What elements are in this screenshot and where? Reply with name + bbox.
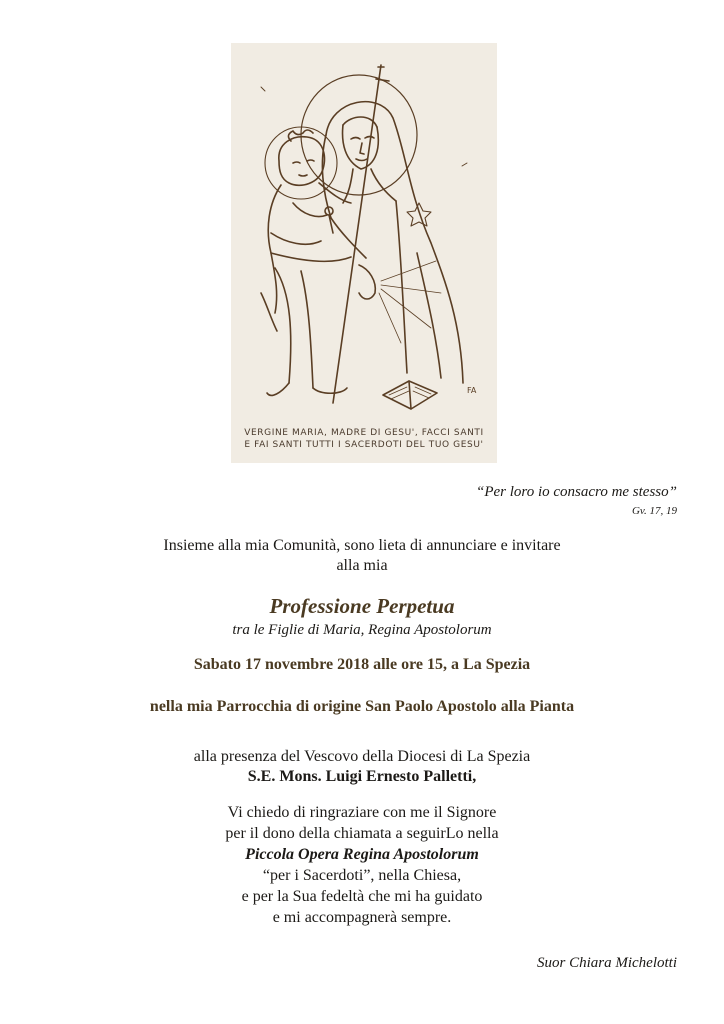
bishop-name: S.E. Mons. Luigi Ernesto Palletti, <box>247 768 477 785</box>
illustration-monogram: FA <box>467 386 477 395</box>
event-place: nella mia Parrocchia di origine San Paolo Apostolo alla Pianta <box>149 698 575 715</box>
event-title: Professione Perpetua <box>269 594 455 618</box>
body-line-4: “per i Sacerdoti”, nella Chiesa, <box>262 867 462 884</box>
intro-line-1: Insieme alla mia Comunità, sono lieta di annunciare e invitare <box>163 537 561 554</box>
illustration-caption-line1: VERGINE MARIA, MADRE DI GESU', FACCI SANTI <box>244 428 484 438</box>
presence-line-1: alla presenza del Vescovo della Diocesi di La Spezia <box>193 748 531 765</box>
body-line-1: Vi chiedo di ringraziare con me il Signore <box>227 804 497 821</box>
body-line-5: e per la Sua fedeltà che mi ha guidato <box>241 888 483 905</box>
epigraph-reference: Gv. 17, 19 <box>631 505 677 517</box>
intro-line-2: alla mia <box>336 557 388 574</box>
body-line-3: Piccola Opera Regina Apostolorum <box>245 846 479 863</box>
madonna-and-child-illustration <box>231 43 497 463</box>
body-line-2: per il dono della chiamata a seguirLo nella <box>225 825 499 842</box>
event-subtitle: tra le Figlie di Maria, Regina Apostolorum <box>232 622 492 638</box>
madonna-and-child-drawing <box>231 43 497 463</box>
event-date: Sabato 17 novembre 2018 alle ore 15, a La Spezia <box>193 656 531 673</box>
illustration-caption-line2: E FAI SANTI TUTTI I SACERDOTI DEL TUO GESU' <box>244 440 484 450</box>
signature: Suor Chiara Michelotti <box>537 955 677 971</box>
epigraph-quote: “Per loro io consacro me stesso” <box>476 484 677 500</box>
body-line-6: e mi accompagnerà sempre. <box>272 909 452 926</box>
